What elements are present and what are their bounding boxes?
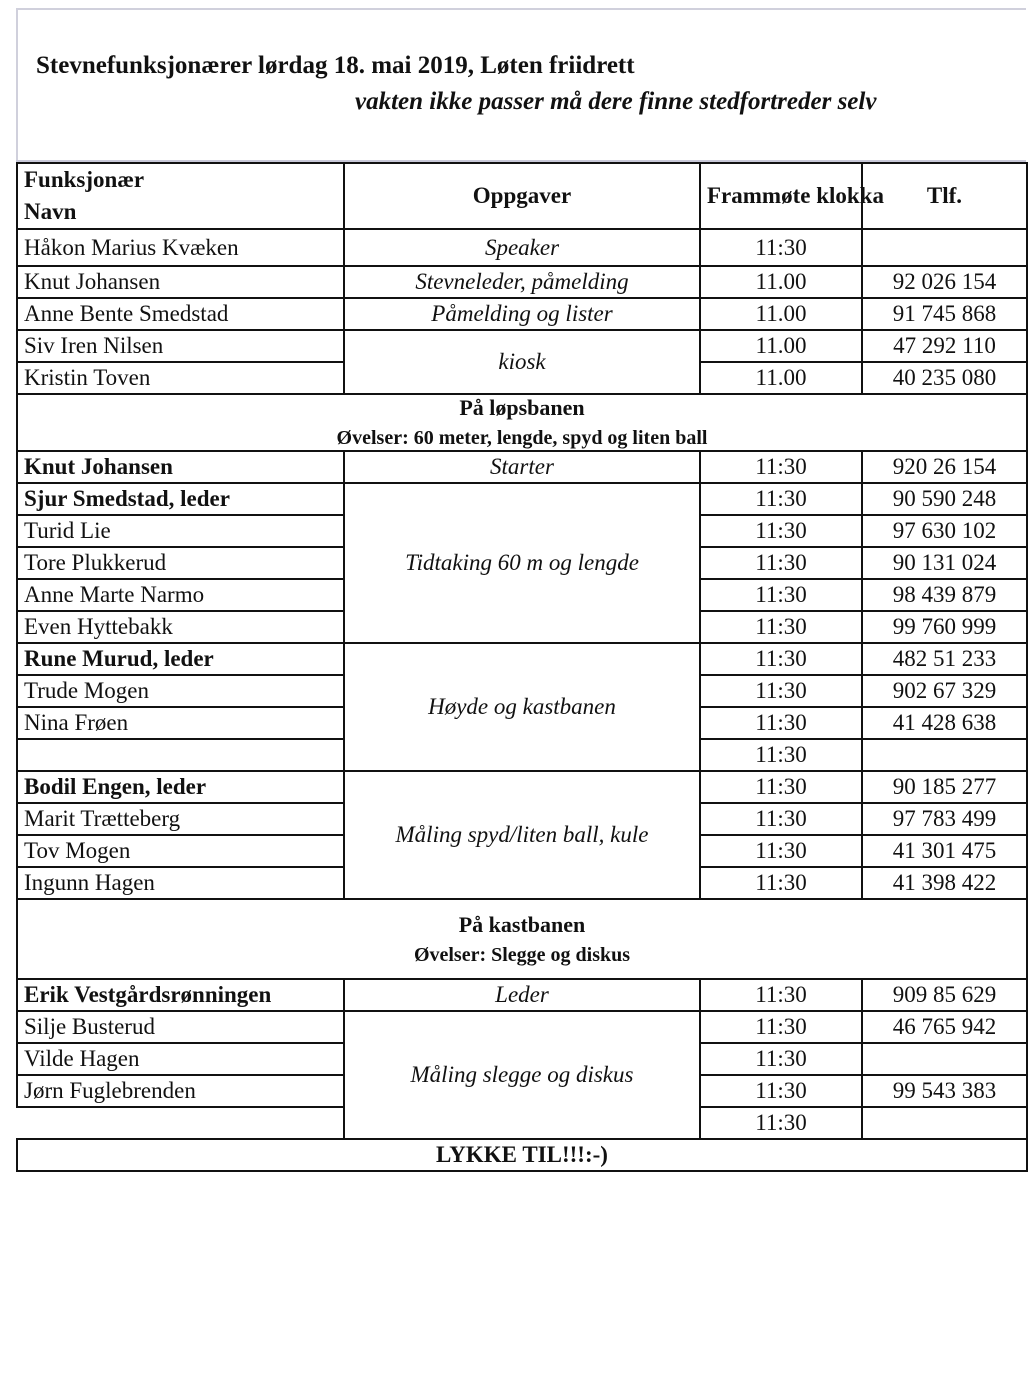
header-task: Oppgaver bbox=[344, 163, 700, 229]
header-tel: Tlf. bbox=[862, 163, 1027, 229]
footer-row bbox=[17, 1139, 1027, 1171]
table-row bbox=[17, 229, 1027, 266]
time-cell: 11:30 bbox=[700, 803, 862, 835]
name-cell bbox=[17, 739, 344, 771]
tel-cell: 909 85 629 bbox=[862, 979, 1027, 1011]
time-cell: 11.00 bbox=[700, 330, 862, 362]
time-cell: 11:30 bbox=[700, 579, 862, 611]
tel-cell: 902 67 329 bbox=[862, 675, 1027, 707]
tel-cell: 99 543 383 bbox=[862, 1075, 1027, 1107]
name-cell: Sjur Smedstad, leder bbox=[17, 483, 344, 515]
name-cell: Håkon Marius Kvæken bbox=[17, 229, 344, 266]
task-cell-tidtaking: Tidtaking 60 m og lengde bbox=[344, 483, 700, 643]
time-cell: 11:30 bbox=[700, 1107, 862, 1139]
task-cell: Speaker bbox=[344, 229, 700, 266]
time-cell: 11:30 bbox=[700, 835, 862, 867]
task-cell: Stevneleder, påmelding bbox=[344, 266, 700, 298]
name-cell: Knut Johansen bbox=[17, 451, 344, 483]
name-cell: Jørn Fuglebrenden bbox=[17, 1075, 344, 1107]
name-cell: Marit Trætteberg bbox=[17, 803, 344, 835]
tel-cell: 91 745 868 bbox=[862, 298, 1027, 330]
task-cell-slegge: Måling slegge og diskus bbox=[344, 1011, 700, 1139]
name-cell: Erik Vestgårdsrønningen bbox=[17, 979, 344, 1011]
time-cell: 11:30 bbox=[700, 451, 862, 483]
table-row bbox=[17, 643, 1027, 675]
table-row bbox=[17, 266, 1027, 298]
time-cell: 11:30 bbox=[700, 1011, 862, 1043]
section-row bbox=[17, 394, 1027, 451]
table-row bbox=[17, 451, 1027, 483]
tel-cell: 482 51 233 bbox=[862, 643, 1027, 675]
time-cell: 11.00 bbox=[700, 298, 862, 330]
tel-cell: 920 26 154 bbox=[862, 451, 1027, 483]
name-cell: Trude Mogen bbox=[17, 675, 344, 707]
time-cell: 11:30 bbox=[700, 229, 862, 266]
name-cell: Ingunn Hagen bbox=[17, 867, 344, 899]
tel-cell bbox=[862, 739, 1027, 771]
document-frame bbox=[16, 8, 1026, 163]
task-cell: Leder bbox=[344, 979, 700, 1011]
name-cell: Siv Iren Nilsen bbox=[17, 330, 344, 362]
name-cell: Rune Murud, leder bbox=[17, 643, 344, 675]
name-cell: Anne Marte Narmo bbox=[17, 579, 344, 611]
time-cell: 11:30 bbox=[700, 1075, 862, 1107]
tel-cell bbox=[862, 1043, 1027, 1075]
tel-cell: 41 301 475 bbox=[862, 835, 1027, 867]
time-cell: 11:30 bbox=[700, 771, 862, 803]
tel-cell: 92 026 154 bbox=[862, 266, 1027, 298]
tel-cell bbox=[862, 229, 1027, 266]
name-cell: Turid Lie bbox=[17, 515, 344, 547]
time-cell: 11:30 bbox=[700, 979, 862, 1011]
tel-cell: 47 292 110 bbox=[862, 330, 1027, 362]
table-row bbox=[17, 1011, 1027, 1043]
table-row bbox=[17, 979, 1027, 1011]
task-cell: Påmelding og lister bbox=[344, 298, 700, 330]
time-cell: 11.00 bbox=[700, 362, 862, 394]
document-title: Stevnefunksjonærer lørdag 18. mai 2019, Løten friidrett bbox=[36, 52, 635, 79]
time-cell: 11:30 bbox=[700, 739, 862, 771]
tel-cell: 98 439 879 bbox=[862, 579, 1027, 611]
time-cell: 11:30 bbox=[700, 1043, 862, 1075]
name-cell: Even Hyttebakk bbox=[17, 611, 344, 643]
time-cell: 11:30 bbox=[700, 515, 862, 547]
roster-table bbox=[16, 162, 1028, 1172]
time-cell: 11:30 bbox=[700, 611, 862, 643]
time-cell: 11:30 bbox=[700, 547, 862, 579]
name-cell: Nina Frøen bbox=[17, 707, 344, 739]
time-cell: 11:30 bbox=[700, 707, 862, 739]
tel-cell: 99 760 999 bbox=[862, 611, 1027, 643]
header-row bbox=[17, 163, 1027, 229]
time-cell: 11:30 bbox=[700, 483, 862, 515]
section-events: Øvelser: Slegge og diskus bbox=[413, 943, 631, 966]
table-row bbox=[17, 771, 1027, 803]
task-cell-kiosk: kiosk bbox=[344, 330, 700, 394]
name-cell bbox=[17, 1107, 344, 1139]
name-cell: Kristin Toven bbox=[17, 362, 344, 394]
name-cell: Vilde Hagen bbox=[17, 1043, 344, 1075]
tel-cell: 97 630 102 bbox=[862, 515, 1027, 547]
time-cell: 11.00 bbox=[700, 266, 862, 298]
name-cell: Knut Johansen bbox=[17, 266, 344, 298]
tel-cell: 40 235 080 bbox=[862, 362, 1027, 394]
header-name bbox=[17, 163, 344, 229]
name-cell: Silje Busterud bbox=[17, 1011, 344, 1043]
section-title: På kastbanen bbox=[458, 911, 586, 937]
tel-cell: 41 428 638 bbox=[862, 707, 1027, 739]
time-cell: 11:30 bbox=[700, 867, 862, 899]
name-cell: Anne Bente Smedstad bbox=[17, 298, 344, 330]
header-time: Frammøte klokka bbox=[700, 163, 862, 229]
footer-message: LYKKE TIL!!!:-) bbox=[17, 1139, 1027, 1171]
section-lopsbanen bbox=[17, 394, 1027, 451]
time-cell: 11:30 bbox=[700, 643, 862, 675]
tel-cell: 41 398 422 bbox=[862, 867, 1027, 899]
name-cell: Tov Mogen bbox=[17, 835, 344, 867]
table-row bbox=[17, 483, 1027, 515]
section-row bbox=[17, 899, 1027, 979]
task-cell: Starter bbox=[344, 451, 700, 483]
document-subtitle: vakten ikke passer må dere finne stedfortreder selv bbox=[355, 88, 877, 115]
section-title: På løpsbanen bbox=[459, 395, 585, 420]
time-cell: 11:30 bbox=[700, 675, 862, 707]
tel-cell: 46 765 942 bbox=[862, 1011, 1027, 1043]
task-cell-maling: Måling spyd/liten ball, kule bbox=[344, 771, 700, 899]
name-cell: Bodil Engen, leder bbox=[17, 771, 344, 803]
tel-cell: 97 783 499 bbox=[862, 803, 1027, 835]
task-cell-hoyde: Høyde og kastbanen bbox=[344, 643, 700, 771]
tel-cell: 90 590 248 bbox=[862, 483, 1027, 515]
tel-cell: 90 131 024 bbox=[862, 547, 1027, 579]
section-events: Øvelser: 60 meter, lengde, spyd og liten ball bbox=[336, 427, 708, 449]
header-name-text: Funksjonær Navn bbox=[24, 167, 145, 224]
table-row bbox=[17, 330, 1027, 362]
name-cell: Tore Plukkerud bbox=[17, 547, 344, 579]
table-row bbox=[17, 298, 1027, 330]
tel-cell bbox=[862, 1107, 1027, 1139]
section-kastbanen bbox=[17, 899, 1027, 979]
tel-cell: 90 185 277 bbox=[862, 771, 1027, 803]
